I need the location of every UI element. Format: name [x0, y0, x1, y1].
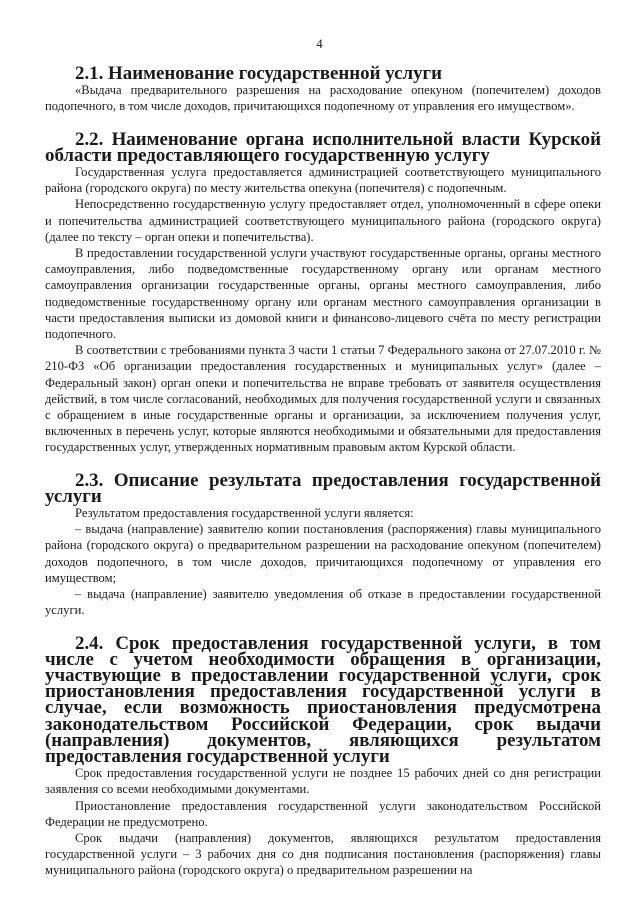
section-heading-2-2: 2.2. Наименование органа исполнительной власти Курской области предоставляющего государственную услугу: [45, 128, 601, 166]
participants-paragraph: В предоставлении государственной услуги участвуют государственные органы, органы местного самоуправления, либо подведомственные государственному органу или органам местного самоуправления организации государственные органы, органы местного самоуправления, либо подведомственные государственному органу или органам местного самоуправления организации в части предоставления выписки из домовой книги и финансово-лицевого счёта по месту регистрации подопечного.: [45, 246, 601, 342]
federal-law-paragraph: В соответствии с требованиями пункта 3 части 1 статьи 7 Федерального закона от 27.07.2010 г. № 210-ФЗ «Об организации предоставления государственных и муниципальных услуг» (далее – Федеральный закон) орган опеки и попечительства не вправе требовать от заявителя осуществления действий, в том числе согласований, необходимых для получения государственной услуги и связанных с обращением в иные государственные органы и организации, за исключением получения услуг, включенных в перечень услуг, которые являются необходимыми и обязательными для предоставления государственных услуг, утвержденных нормативным правовым актом Курской области.: [45, 343, 601, 455]
result-item-refusal: – выдача (направление) заявителю уведомления об отказе в предоставлении государственной услуги.: [45, 587, 601, 618]
document-body: [45, 63, 601, 879]
section-heading-2-3: 2.3. Описание результата предоставления государственной услуги: [45, 469, 601, 507]
result-intro-paragraph: Результатом предоставления государственной услуги является:: [75, 506, 414, 521]
suspension-paragraph: Приостановление предоставления государственной услуги законодательством Российской Федерации не предусмотрено.: [45, 798, 601, 829]
section-heading-2-4: 2.4. Срок предоставления государственной услуги, в том числе с учетом необходимости обращения в организации, участвующие в предоставлении государственной услуги, срок приостановления предоставления государственной услуги в случае, если возможность приостановления предусмотрена законодательством Российской Федерации, срок выдачи (направления) документов, являющихся результатом предоставления государственной услуги: [45, 632, 601, 767]
term-paragraph: Срок предоставления государственной услуги не позднее 15 рабочих дней со дня регистрации заявления со всеми необходимыми документами.: [45, 766, 601, 797]
department-paragraph: Непосредственно государственную услугу предоставляет отдел, уполномоченный в сфере опеки и попечительства администрацией соответствующего муниципального района (городского округа) (далее по тексту – орган опеки и попечительства).: [45, 197, 601, 244]
service-name-paragraph: «Выдача предварительного разрешения на расходование опекуном (попечителем) доходов подопечного, в том числе доходов, причитающихся подопечному от управления его имуществом».: [45, 83, 601, 114]
section-heading-2-1: 2.1. Наименование государственной услуги: [75, 63, 442, 84]
page-number: 4: [316, 37, 323, 51]
provider-paragraph: Государственная услуга предоставляется администрацией соответствующего муниципального района (городского округа) по месту жительства опекуна (попечителя) с подопечным.: [45, 165, 601, 196]
result-item-copy: – выдача (направление) заявителю копии постановления (распоряжения) главы муниципального района (городского округа) о предварительном разрешении на расходование опекуном (попечителем) доходов подопечного, в том числе доходов, причитающихся подопечному от управления его имуществом;: [45, 522, 601, 585]
issuance-term-paragraph: Срок выдачи (направления) документов, являющихся результатом предоставления государственной услуги – 3 рабочих дня со дня подписания постановления (распоряжения) главы муниципального района (городского округа) о предварительном разрешении на: [45, 830, 601, 878]
